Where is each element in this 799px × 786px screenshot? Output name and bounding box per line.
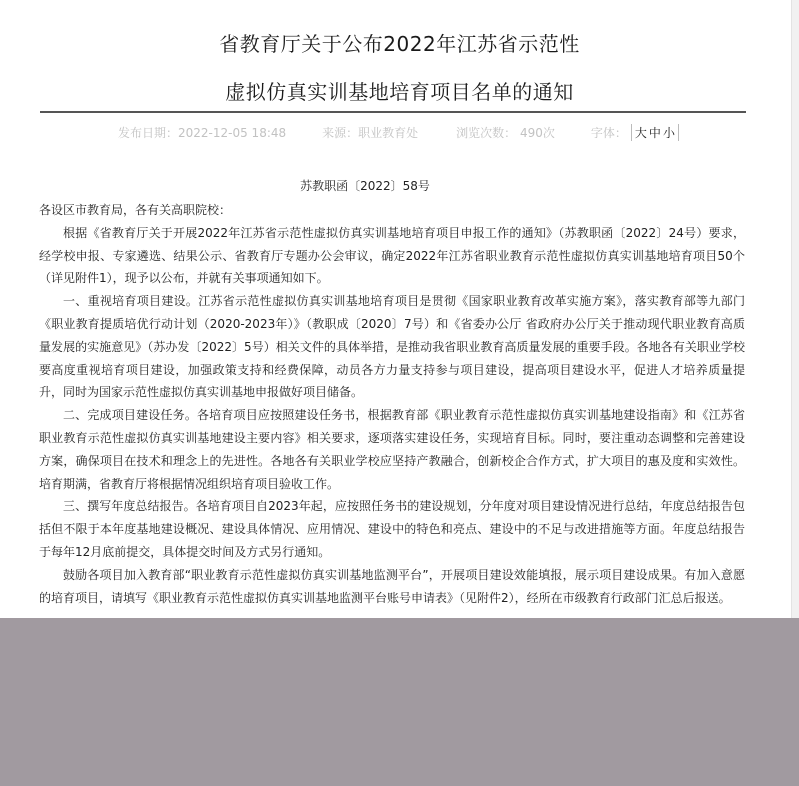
paragraph: 一、重视培育项目建设。江苏省示范性虚拟仿真实训基地培育项目是贯彻《国家职业教育改革实施方案》，落实教育部等九部门《职业教育提质培优行动计划（2020-2023年）》（教职成〔2020〕7号）和《省委办公厅 省政府办公厅关于推动现代职业教育高质量发展的实施意见》（苏办发〔2022〕5号）相关文件的具体举措，是推动我省职业教育高质量发展的重要手段。各地各有关职业学校要高度重视培育项目建设，加强政策支持和经费保障，动员各方力量支持参与项目建设，提高项目建设水平，促进人才培养质量提升，同时为国家示范性虚拟仿真实训基地申报做好项目储备。 <box>39 294 745 400</box>
view-count: 浏览次数： 490次 <box>456 126 555 140</box>
source: 来源：职业教育处 <box>322 126 419 140</box>
document-number: 苏教职函〔2022〕58号 <box>300 179 430 193</box>
article-body <box>39 199 745 609</box>
paragraph: 二、完成项目建设任务。各培育项目应按照建设任务书，根据教育部《职业教育示范性虚拟仿真实训基地建设指南》和《江苏省职业教育示范性虚拟仿真实训基地建设主要内容》相关要求，逐项落实建设任务，实现培育目标。同时，要注重动态调整和完善建设方案，确保项目在技术和理念上的先进性。各地各有关职业学校应坚持产教融合，创新校企合作方式，扩大项目的惠及度和实效性。培育期满，省教育厅将根据情况组织培育项目验收工作。 <box>39 408 745 491</box>
font-medium-link[interactable]: 中 <box>648 126 661 140</box>
paragraph: 三、撰写年度总结报告。各培育项目自2023年起，应按照任务书的建设规划，分年度对项目建设情况进行总结，年度总结报告包括但不限于本年度基地建设概况、建设具体情况、应用情况、建设中的特色和亮点、建设中的不足与改进措施等方面。年度总结报告于每年12月底前提交，具体提交时间及方式另行通知。 <box>39 499 745 559</box>
title-divider <box>40 111 746 113</box>
page-title-line-1: 省教育厅关于公布2022年江苏省示范性 <box>219 32 580 56</box>
paragraph: 根据《省教育厅关于开展2022年江苏省示范性虚拟仿真实训基地培育项目申报工作的通知》（苏教职函〔2022〕24号）要求，经学校申报、专家遴选、结果公示、省教育厅专题办公会审议，确定2022年江苏省职业教育示范性虚拟仿真实训基地培育项目50个（详见附件1），现予以公布，并就有关事项通知如下。 <box>39 225 745 286</box>
article-meta <box>118 124 679 141</box>
paragraph: 鼓励各项目加入教育部“职业教育示范性虚拟仿真实训基地监测平台”，开展项目建设效能填报，展示项目建设成果。有加入意愿的培育项目，请填写《职业教育示范性虚拟仿真实训基地监测平台账号申请表》（见附件2），经所在市级教育行政部门汇总后报送。 <box>39 567 745 605</box>
font-large-link[interactable]: 大 <box>634 126 647 140</box>
page-title-line-2: 虚拟仿真实训基地培育项目名单的通知 <box>225 80 574 104</box>
font-size-selector <box>631 124 679 141</box>
font-small-link[interactable]: 小 <box>662 126 675 140</box>
salutation: 各设区市教育局，各有关高职院校： <box>39 203 232 217</box>
modal-overlay <box>0 618 799 786</box>
font-size-label: 字体： <box>590 126 627 140</box>
publish-date: 发布日期：2022-12-05 18:48 <box>118 126 287 140</box>
